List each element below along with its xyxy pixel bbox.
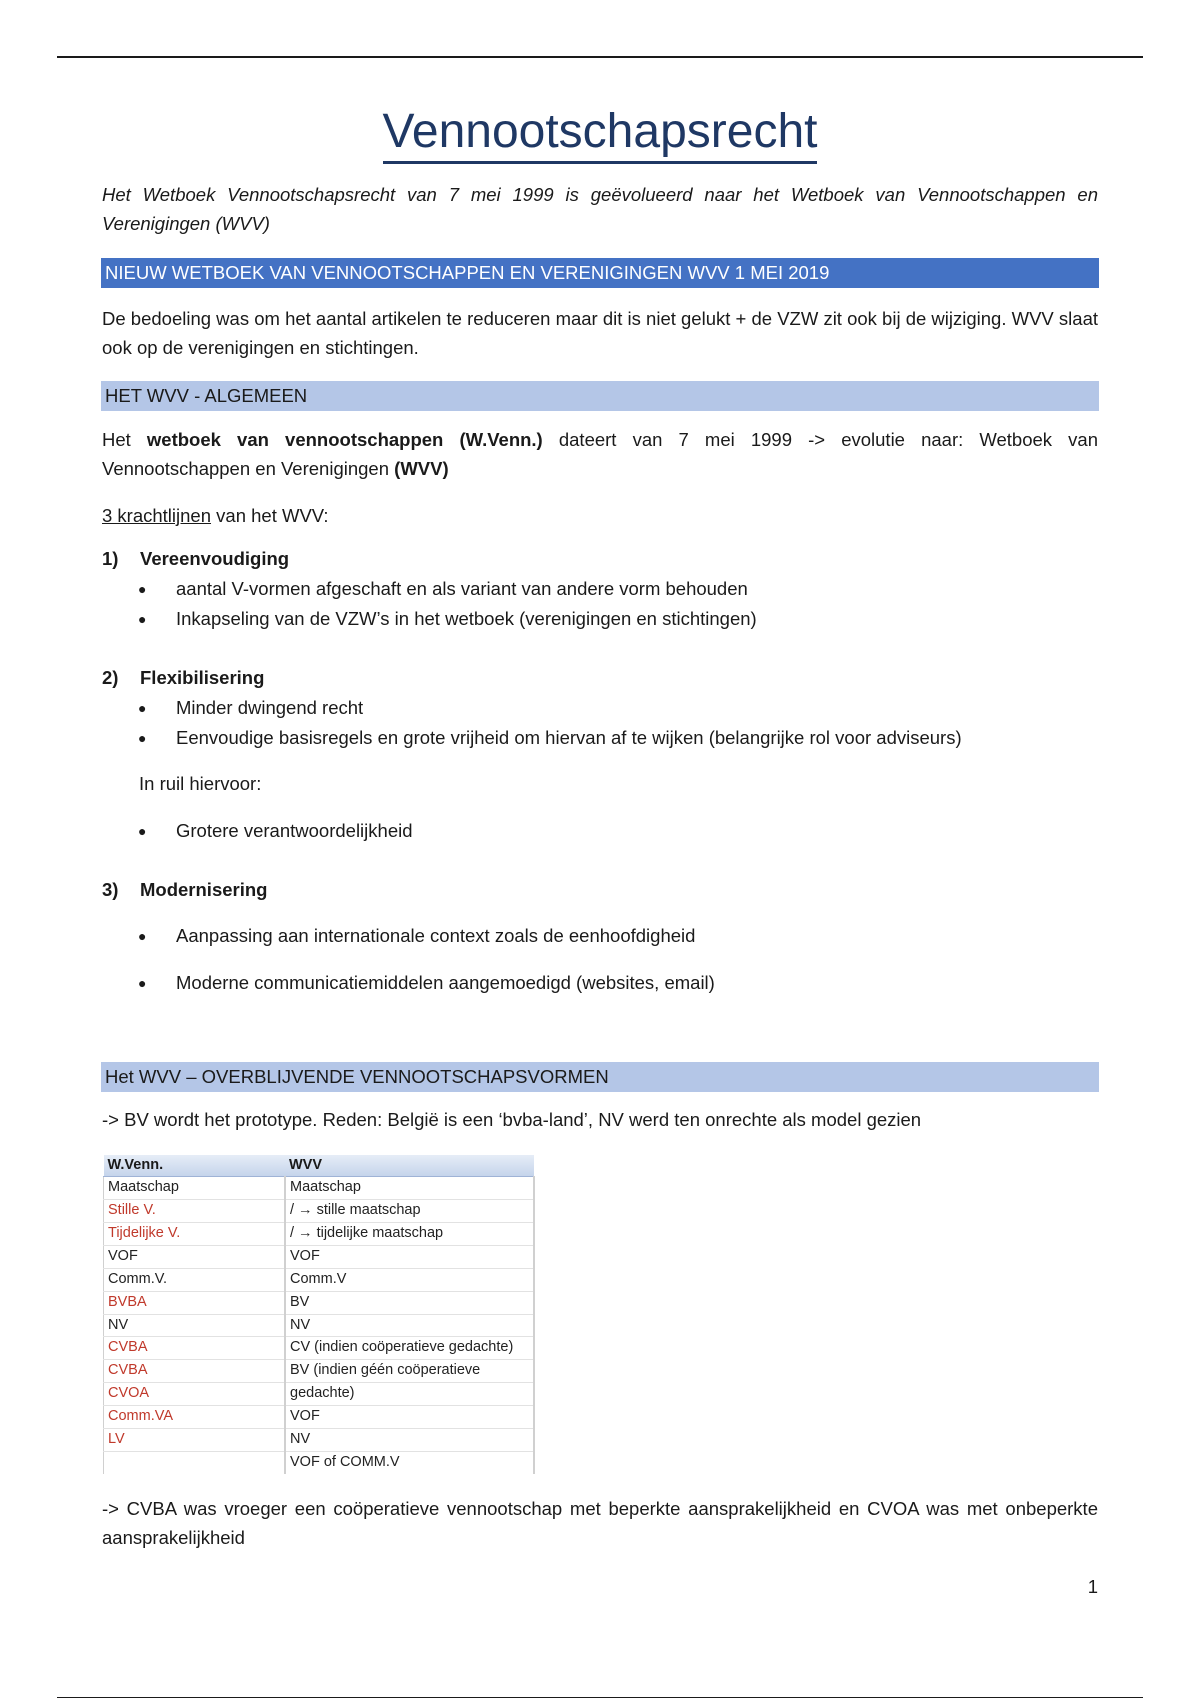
table-row: VOF VOF [104, 1245, 535, 1268]
table-row: CVBA CV (indien coöperatieve gedachte) [104, 1337, 535, 1360]
list-item: ● aantal V-vormen afgeschaft en als variant van andere vorm behouden [138, 576, 748, 602]
list-item: ● Minder dwingend recht [138, 695, 363, 721]
table-row: CVBA BV (indien géén coöperatieve [104, 1360, 535, 1383]
list-item: ● Moderne communicatiemiddelen aangemoedigd (websites, email) [138, 970, 715, 996]
section-heading-vennootschapsvormen: Het WVV – OVERBLIJVENDE VENNOOTSCHAPSVORMEN [101, 1062, 1099, 1092]
list-item: ● Inkapseling van de VZW’s in het wetboek (verenigingen en stichtingen) [138, 606, 757, 632]
intro-paragraph: Het Wetboek Vennootschapsrecht van 7 mei 1999 is geëvolueerd naar het Wetboek van Vennootschappen en Verenigingen (WVV) [102, 184, 1098, 234]
table-row: Tijdelijke V. / → tijdelijke maatschap [104, 1222, 535, 1245]
table-row: Comm.V. Comm.V [104, 1268, 535, 1291]
bullet-icon: ● [138, 975, 147, 991]
section1-paragraph: De bedoeling was om het aantal artikelen te reduceren maar dit is niet gelukt + de VZW zit ook bij de wijziging. WVV slaat ook op de verenigingen en stichtingen. [102, 308, 1098, 358]
bullet-icon: ● [138, 823, 147, 839]
section-heading-nieuw-wetboek: NIEUW WETBOEK VAN VENNOOTSCHAPPEN EN VERENIGINGEN WVV 1 MEI 2019 [101, 258, 1099, 288]
cvba-conclusion-paragraph: -> CVBA was vroeger een coöperatieve vennootschap met beperkte aansprakelijkheid en CVOA was met onbeperkte aansprakelijkheid [102, 1498, 1098, 1548]
table-row: Stille V. / → stille maatschap [104, 1199, 535, 1222]
table-row: VOF of COMM.V [104, 1452, 535, 1474]
bullet-icon: ● [138, 581, 147, 597]
table-row: BVBA BV [104, 1291, 535, 1314]
footer-rule [57, 1697, 1143, 1698]
vennootschapsvormen-table [103, 1155, 535, 1474]
table-header-row [104, 1155, 535, 1177]
krachtlijnen-intro: 3 krachtlijnen van het WVV: [102, 505, 329, 526]
bullet-icon: ● [138, 611, 147, 627]
page-number: 1 [1087, 1576, 1098, 1597]
header-rule [57, 56, 1143, 58]
prototype-text: -> BV wordt het prototype. Reden: België is een ‘bvba-land’, NV werd ten onrechte als model gezien [102, 1109, 922, 1130]
item-heading-modernisering: 3) Modernisering [102, 879, 268, 900]
list-item: ● Eenvoudige basisregels en grote vrijheid om hiervan af te wijken (belangrijke rol voor adviseurs) [138, 725, 962, 751]
algemeen-paragraph: Het wetboek van vennootschappen (W.Venn.) dateert van 7 mei 1999 -> evolutie naar: Wetboek van Vennootschappen en Verenigingen (WVV) [102, 429, 1098, 479]
bullet-icon: ● [138, 700, 147, 716]
table-row: NV NV [104, 1314, 535, 1337]
table-header-wvenn: W.Venn. [104, 1155, 286, 1177]
bullet-icon: ● [138, 730, 147, 746]
table-row: LV NV [104, 1429, 535, 1452]
item-heading-vereenvoudiging: 1) Vereenvoudiging [102, 548, 290, 569]
table-row: Maatschap Maatschap [104, 1177, 535, 1200]
list-item: ● Aanpassing aan internationale context zoals de eenhoofdigheid [138, 923, 695, 949]
table-header-wvv: WVV [285, 1155, 534, 1177]
section-heading-algemeen: HET WVV - ALGEMEEN [101, 381, 1099, 411]
list-item: ● Grotere verantwoordelijkheid [138, 818, 413, 844]
table-row: Comm.VA VOF [104, 1406, 535, 1429]
page-title: Vennootschapsrecht [0, 108, 1200, 156]
table-row: CVOA gedachte) [104, 1383, 535, 1406]
in-ruil-text: In ruil hiervoor: [139, 773, 262, 794]
bullet-icon: ● [138, 928, 147, 944]
item-heading-flexibilisering: 2) Flexibilisering [102, 667, 265, 688]
